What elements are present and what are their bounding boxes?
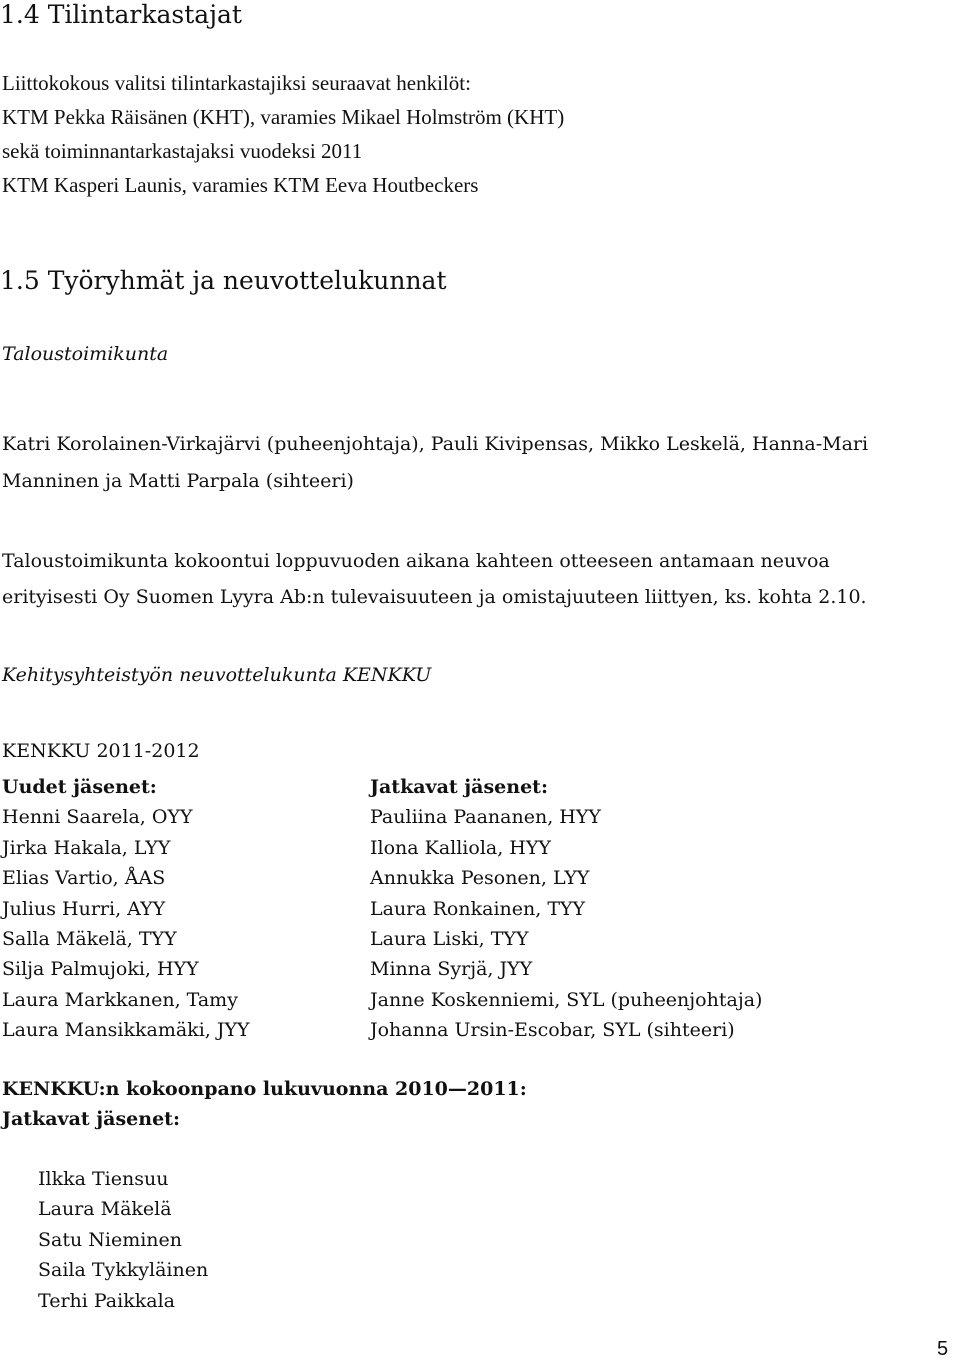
members-line: Manninen ja Matti Parpala (sihteeri) bbox=[2, 470, 354, 492]
description-line: erityisesti Oy Suomen Lyyra Ab:n tulevaisuuteen ja omistajuuteen liittyen, ks. kohta 2.10. bbox=[2, 586, 867, 608]
member-item: Silja Palmujoki, HYY bbox=[2, 958, 199, 981]
member-item: Laura Mansikkamäki, JYY bbox=[2, 1019, 250, 1042]
member-item: Ilona Kalliola, HYY bbox=[370, 836, 551, 859]
new-members-column bbox=[2, 772, 250, 1046]
list-item: Satu Nieminen bbox=[38, 1228, 183, 1251]
list-item: Ilkka Tiensuu bbox=[38, 1168, 169, 1190]
member-item: Jirka Hakala, LYY bbox=[2, 836, 171, 859]
continuing-members-label: Jatkavat jäsenet: bbox=[370, 776, 548, 798]
kenkku-period-title: KENKKU 2011-2012 bbox=[2, 740, 200, 762]
taloustoimikunta-description bbox=[2, 543, 867, 615]
auditors-paragraph bbox=[2, 66, 564, 202]
previous-members-list bbox=[38, 1164, 208, 1316]
taloustoimikunta-members bbox=[2, 426, 868, 500]
section-title-1-5: 1.5 Työryhmät ja neuvottelukunnat bbox=[0, 266, 447, 295]
list-item: Terhi Paikkala bbox=[38, 1289, 175, 1312]
previous-title: KENKKU:n kokoonpano lukuvuonna 2010—2011: bbox=[2, 1078, 527, 1100]
member-item: Henni Saarela, OYY bbox=[2, 806, 193, 829]
taloustoimikunta-heading: Taloustoimikunta bbox=[2, 343, 169, 365]
member-item: Annukka Pesonen, LYY bbox=[370, 867, 590, 890]
member-item: Johanna Ursin-Escobar, SYL (sihteeri) bbox=[370, 1019, 735, 1042]
continuing-members-column bbox=[370, 772, 762, 1046]
list-item: Saila Tykkyläinen bbox=[38, 1259, 209, 1282]
member-item: Elias Vartio, ÅAS bbox=[2, 867, 166, 890]
auditors-line: KTM Kasperi Launis, varamies KTM Eeva Houtbeckers bbox=[2, 173, 479, 197]
auditors-line: sekä toiminnantarkastajaksi vuodeksi 2011 bbox=[2, 139, 363, 163]
member-item: Laura Liski, TYY bbox=[370, 928, 529, 951]
description-line: Taloustoimikunta kokoontui loppuvuoden aikana kahteen otteeseen antamaan neuvoa bbox=[2, 550, 830, 572]
previous-composition bbox=[2, 1074, 527, 1135]
kenkku-heading: Kehitysyhteistyön neuvottelukunta KENKKU bbox=[2, 664, 432, 686]
previous-label: Jatkavat jäsenet: bbox=[2, 1108, 180, 1131]
new-members-label: Uudet jäsenet: bbox=[2, 776, 157, 798]
auditors-line: KTM Pekka Räisänen (KHT), varamies Mikael Holmström (KHT) bbox=[2, 105, 565, 129]
members-line: Katri Korolainen-Virkajärvi (puheenjohtaja), Pauli Kivipensas, Mikko Leskelä, Hanna-Mari bbox=[2, 433, 869, 455]
section-title-1-4: 1.4 Tilintarkastajat bbox=[0, 0, 242, 29]
member-item: Salla Mäkelä, TYY bbox=[2, 928, 177, 951]
member-item: Laura Markkanen, Tamy bbox=[2, 988, 238, 1011]
list-item: Laura Mäkelä bbox=[38, 1198, 172, 1221]
auditors-line: Liittokokous valitsi tilintarkastajiksi seuraavat henkilöt: bbox=[2, 71, 471, 95]
member-item: Minna Syrjä, JYY bbox=[370, 958, 533, 981]
member-item: Pauliina Paananen, HYY bbox=[370, 806, 601, 829]
member-item: Julius Hurri, AYY bbox=[2, 897, 166, 920]
member-item: Janne Koskenniemi, SYL (puheenjohtaja) bbox=[370, 988, 763, 1011]
member-item: Laura Ronkainen, TYY bbox=[370, 897, 586, 920]
page-number: 5 bbox=[937, 1338, 949, 1360]
